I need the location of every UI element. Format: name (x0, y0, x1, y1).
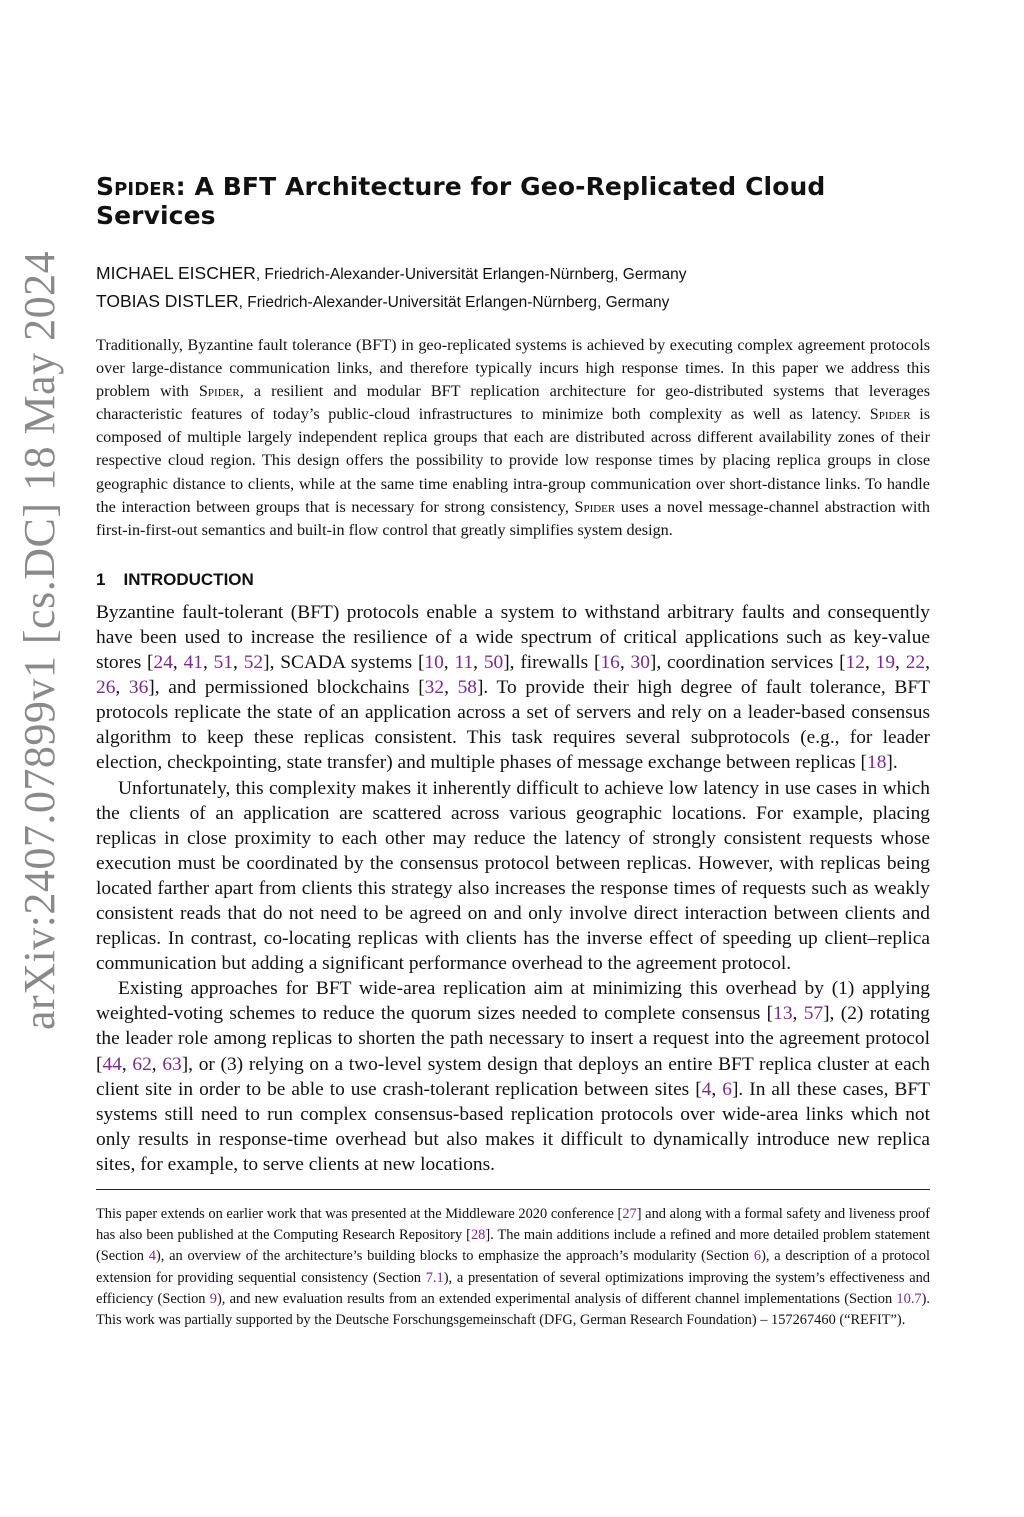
text-run: ), a description of a protocol extension for providing sequential consistency (Section (96, 1248, 930, 1286)
text-run: , (115, 677, 129, 699)
text-run: , (619, 652, 631, 674)
text-run: , (151, 1053, 163, 1075)
text-run: , (443, 652, 455, 674)
citation-link[interactable]: 36 (128, 677, 149, 699)
text-run: , (121, 1053, 133, 1075)
citation-link[interactable]: 13 (773, 1003, 793, 1025)
citation-link[interactable]: 28 (470, 1227, 486, 1244)
title-system-name: Spider (96, 172, 176, 201)
author-list (96, 260, 930, 316)
citation-link[interactable]: 57 (803, 1003, 824, 1025)
footnote-divider (96, 1189, 930, 1190)
text-run: , (172, 652, 184, 674)
abstract-text: is composed of multiple largely independent replica groups that each are distributed across different availability zones of their respective cloud region. This design offers the possibility to provide low response times by placing replica groups in close geographic distance to clients, while at the same time enabling intra-group communication over short-distance links. To handle the interaction between groups that is necessary for strong consistency, (96, 405, 930, 516)
text-run: , (864, 652, 876, 674)
text-run: ), a presentation of several optimizations improving the system’s effectiveness and efficiency (Section (96, 1269, 930, 1307)
abstract-text: , a resilient and modular BFT replication architecture for geo-distributed systems that leverages characteristic features of today’s public-cloud infrastructures to minimize both complexity as well as latency. (96, 382, 930, 424)
citation-link[interactable]: 11 (454, 652, 474, 674)
citation-link[interactable]: 63 (162, 1053, 182, 1075)
abstract-system-name: Spider (869, 405, 911, 424)
text-run: Byzantine fault-tolerant (BFT) protocols enable a system to withstand arbitrary faults and consequently have been used to increase the resilience of a wide spectrum of critical applications such as key-value stores [ (96, 601, 930, 674)
citation-link[interactable]: 44 (102, 1053, 122, 1075)
text-run: ], coordination services [ (649, 652, 846, 674)
citation-link[interactable]: 52 (243, 652, 264, 674)
text-run: ]. In all these cases, BFT systems still need to run complex consensus-based replication protocols over wide-area links which not only results in response-time overhead but also makes it difficult to dynamically introduce new replica sites, for example, to serve clients at new locations. (96, 1078, 930, 1175)
citation-link[interactable]: 22 (905, 652, 926, 674)
text-run: ]. To provide their high degree of fault tolerance, BFT protocols replicate the state of an application across a set of servers and rely on a leader-based consensus algorithm to keep these replicas consistent. This task requires several subprotocols (e.g., for leader election, checkpointing, state transfer) and multiple phases of message exchange between replicas [ (96, 677, 930, 774)
footnote (96, 1204, 930, 1331)
text-run: ], SCADA systems [ (263, 652, 425, 674)
section-link[interactable]: 7.1 (425, 1269, 444, 1286)
section-title: INTRODUCTION (123, 569, 254, 589)
intro-paragraph-3 (96, 976, 930, 1177)
text-run: ), and new evaluation results from an extended experimental analysis of different channel implementations (Section (216, 1290, 897, 1307)
author-name: TOBIAS DISTLER (96, 291, 239, 311)
citation-link[interactable]: 30 (630, 652, 650, 674)
citation-link[interactable]: 58 (457, 677, 477, 699)
citation-link[interactable]: 62 (132, 1053, 152, 1075)
text-run: , (473, 652, 484, 674)
paper-page (96, 172, 930, 1331)
author-entry (96, 260, 930, 288)
section-heading-introduction (96, 570, 930, 590)
citation-link[interactable]: 51 (213, 652, 234, 674)
abstract-text: uses a novel message-channel abstraction with first-in-first-out semantics and built-in flow control that greatly simplifies system design. (96, 497, 930, 539)
citation-link[interactable]: 32 (424, 677, 445, 699)
author-affiliation: , Friedrich-Alexander-Universität Erlangen-Nürnberg, Germany (255, 266, 687, 283)
citation-link[interactable]: 12 (845, 652, 865, 674)
section-link[interactable]: 6 (753, 1248, 762, 1265)
citation-link[interactable]: 19 (875, 652, 896, 674)
text-run: ], and permissioned blockchains [ (148, 677, 425, 699)
text-run: ), an overview of the architecture’s building blocks to emphasize the approach’s modularity (Section (155, 1248, 754, 1265)
text-run: This paper extends on earlier work that was presented at the Middleware 2020 conference [ (96, 1206, 623, 1222)
author-affiliation: , Friedrich-Alexander-Universität Erlangen-Nürnberg, Germany (238, 294, 670, 311)
text-run: ], or (3) relying on a two-level system design that deploys an entire BFT replica cluster at each client site in order to be able to use crash-tolerant replication between sites [ (96, 1053, 930, 1100)
citation-link[interactable]: 4 (701, 1078, 712, 1100)
abstract-text: Traditionally, Byzantine fault tolerance (BFT) in geo-replicated systems is achieved by executing complex agreement protocols over large-distance communication links, and therefore typically incurs high response times. In this paper we address this problem with (96, 336, 930, 401)
section-link[interactable]: 4 (148, 1248, 156, 1265)
text-run: , (925, 652, 930, 674)
text-run: , (711, 1078, 723, 1100)
paper-title (96, 172, 930, 230)
citation-link[interactable]: 6 (722, 1078, 732, 1100)
text-run: ]. The main additions include a refined and more detailed problem statement (Section (96, 1227, 930, 1265)
author-entry (96, 288, 930, 316)
citation-link[interactable]: 16 (600, 652, 620, 674)
text-run: ). This work was partially supported by the Deutsche Forschungsgemeinschaft (DFG, German Research Foundation) – 157267460 (“REFIT”). (96, 1290, 930, 1329)
section-link[interactable]: 10.7 (896, 1290, 922, 1307)
text-run: , (233, 652, 244, 674)
text-run: ] and along with a formal safety and liveness proof has also been published at the Computing Research Repository [ (96, 1206, 930, 1244)
intro-paragraph-1 (96, 600, 930, 776)
citation-link[interactable]: 26 (96, 677, 116, 699)
section-number: 1 (96, 569, 106, 589)
text-run: , (792, 1003, 804, 1025)
citation-link[interactable]: 10 (424, 652, 444, 674)
abstract (96, 334, 930, 542)
text-run: Existing approaches for BFT wide-area replication aim at minimizing this overhead by (1) applying weighted-voting schemes to reduce the quorum sizes needed to complete consensus [ (96, 978, 930, 1025)
citation-link[interactable]: 18 (867, 752, 887, 774)
intro-paragraph-2: Unfortunately, this complexity makes it inherently difficult to achieve low latency in use cases in which the clients of an application are scattered across various geographic locations. For example, placing replicas in close proximity to each other may reduce the latency of strongly consistent requests whose execution must be coordinated by the consensus protocol between replicas. However, with replicas being located farther apart from clients this strategy also increases the response times of requests such as weakly consistent reads that do not need to be agreed on and only involve direct interaction between clients and replicas. In contrast, co-locating replicas with clients has the inverse effect of speeding up client–replica communication but adding a significant performance overhead to the agreement protocol. (96, 777, 930, 975)
author-name: MICHAEL EISCHER (96, 263, 256, 283)
title-rest: : A BFT Architecture for Geo-Replicated Cloud Services (96, 172, 826, 230)
text-run: ], (2) rotating the leader role among replicas to shorten the path necessary to insert a request into the agreement protocol [ (96, 1003, 930, 1075)
citation-link[interactable]: 24 (153, 652, 173, 674)
abstract-system-name: Spider (198, 382, 240, 401)
section-link[interactable]: 9 (209, 1290, 217, 1307)
citation-link[interactable]: 50 (483, 652, 504, 674)
text-run: , (444, 677, 458, 699)
abstract-system-name: Spider (574, 497, 616, 516)
citation-link[interactable]: 27 (622, 1206, 637, 1222)
text-run: ]. (886, 752, 898, 774)
citation-link[interactable]: 41 (183, 652, 203, 674)
text-run: , (202, 652, 214, 674)
text-run: , (895, 652, 906, 674)
arxiv-identifier-stamp: arXiv:2407.07899v1 [cs.DC] 18 May 2024 (15, 250, 64, 1030)
text-run: ], firewalls [ (503, 652, 601, 674)
